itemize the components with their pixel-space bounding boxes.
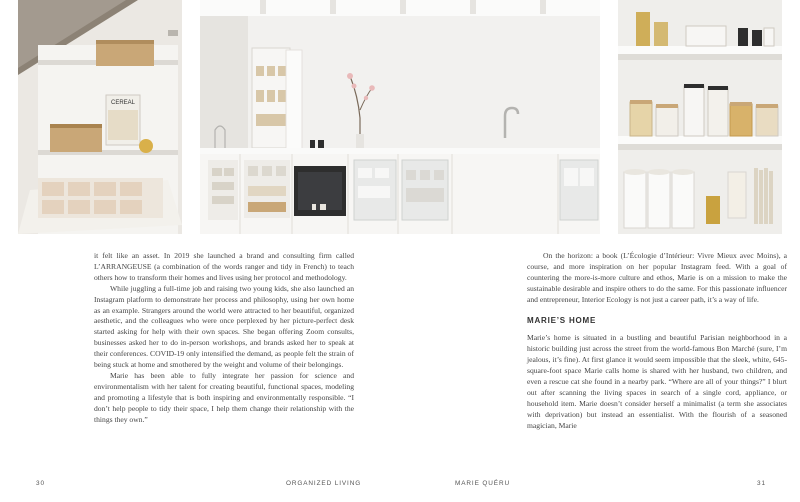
right-intro-paragraph: On the horizon: a book (L’Écologie d’Intérieur: Vivre Mieux avec Moins), a course, and more inspiration on her popular Instagram feed. With a goal of countering the more-is-more culture and ethos, Marie is on a mission to make the sustainable desirable and inspire others to do the same. For this passionate influencer and entrepreneur, Interior Ecology is not just a career path, it’s a way of life. [527,251,787,304]
photo-white-kitchen [200,0,600,234]
right-page-number: 31 [757,480,766,487]
kitchen-illustration [200,0,600,234]
left-page-body [94,251,354,426]
pantry-shelves-illustration [18,0,182,234]
photo-storage-jars [618,0,782,234]
left-paragraph-3: Marie has been able to fully integrate her passion for science and environmentalism with her talent for creating beautiful, functional spaces, modeling and promoting a lifestyle that is both inspiring and environmentally responsible. “I don’t help people to tidy their space, I help them change their relationship with the things they own.” [94,370,354,424]
cereal-label: CEREAL [110,100,136,106]
left-paragraph-1: it felt like an asset. In 2019 she launched a brand and consulting firm called L’ARRANGEUSE (a combination of the words ranger and tidy in French) to teach others how to transform their homes and lives using her protocol and methodology. [94,251,354,282]
section-heading: MARIE’S HOME [527,315,597,325]
right-section-paragraph: Marie’s home is situated in a bustling and beautiful Parisian neighborhood in a historic building just across the street from the world-famous Bon Marché (sure, I’m jealous, it’s fine). At first glance it would seem impossible that the sleek, white, 645-square-foot space Marie calls home is shared with her husband, two children, and even a rescue cat she found in a nearby park. “Where are all of your things?” I blurt out after scanning the living spaces in search of a single cord, appliance, or household item. Marie doesn’t consider herself a minimalist (a term she associates with deprivation) but instead an essentialist. With the flourish of a seasoned magician, Marie [527,333,787,430]
left-page-number: 30 [36,480,45,487]
right-page-body [527,251,787,432]
right-running-head: MARIE QUÉRU [455,480,510,487]
photo-pantry-shelves [18,0,182,234]
left-paragraph-2: While juggling a full-time job and raising two young kids, she also launched an Instagram platform to demonstrate her process and philosophy, using her own home as an example. Strangers around the world were attracted to her beautiful, organized aesthetic, and the colleagues who were once perplexed by her picture-perfect desk started asking for help with their own spaces. She began offering Zoom consults, businesses asked her to do in-person workshops, and brands asked her to speak at their conferences. COVID-19 only intensified the demand, as people felt the strain of being stuck at home and smothered by the weight and volume of their belongings. [94,283,354,370]
jars-shelves-illustration [618,0,782,234]
left-running-head: ORGANIZED LIVING [286,480,362,487]
